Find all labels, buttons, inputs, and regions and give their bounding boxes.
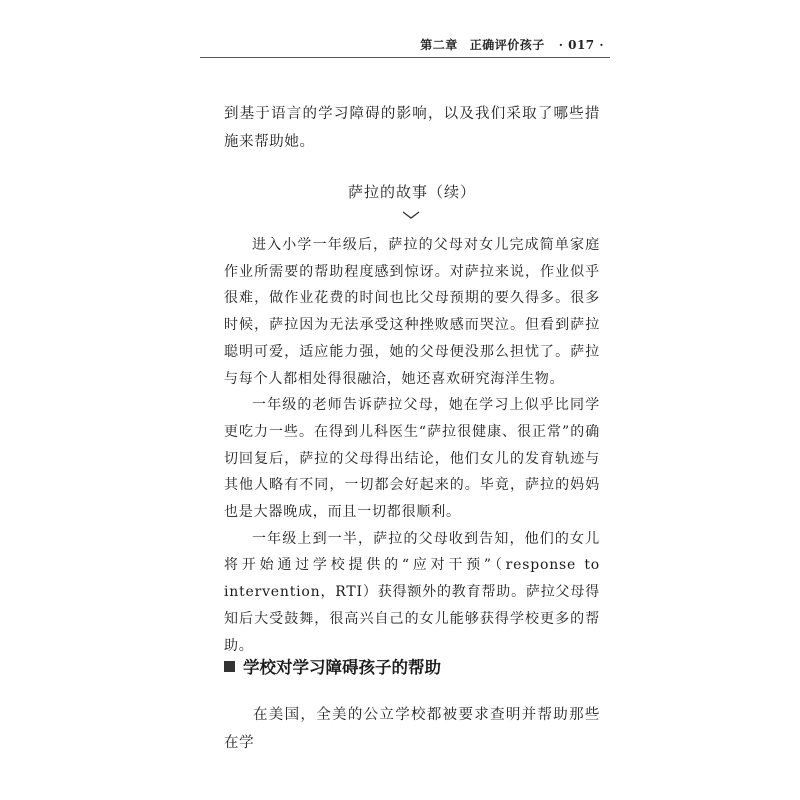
chapter-title: 正确评价孩子 (469, 38, 545, 52)
story-body (224, 232, 600, 659)
story-paragraph: 一年级上到一半，萨拉的父母收到告知，他们的女儿将开始通过学校提供的“应对干预”（response to intervention，RTI）获得额外的教育帮助。萨拉父母得知后大受鼓舞，很高兴自己的女儿能够获得学校更多的帮助。 (224, 530, 600, 654)
section-heading-text: 学校对学习障碍孩子的帮助 (243, 658, 441, 677)
story-title: 萨拉的故事（续） (347, 183, 476, 201)
header-rule (200, 57, 610, 58)
closing-paragraph-block (224, 702, 600, 757)
square-bullet-icon (224, 661, 235, 672)
story-paragraph: 进入小学一年级后，萨拉的父母对女儿完成简单家庭作业所需要的帮助程度感到惊讶。对萨拉来说，作业似乎很难，做作业花费的时间也比父母预期的要久得多。很多时候，萨拉因为无法承受这种挫败感而哭泣。但看到萨拉聪明可爱，适应能力强，她的父母便没那么担忧了。萨拉与每个人都相处得很融洽，她还喜欢研究海洋生物。 (224, 237, 600, 387)
intro-paragraph: 到基于语言的学习障碍的影响，以及我们采取了哪些措施来帮助她。 (224, 106, 600, 150)
section-heading (224, 654, 441, 678)
chevron-down-icon (402, 210, 420, 220)
page-number: · 017 · (558, 38, 604, 52)
story-paragraph: 一年级的老师告诉萨拉父母，她在学习上似乎比同学更吃力一些。在得到儿科医生“萨拉很健康、很正常”的确切回复后，萨拉的父母得出结论，他们女儿的发育轨迹与其他人略有不同，一切都会好起来的。毕竟，萨拉的妈妈也是大器晚成，而且一切都很顺利。 (224, 397, 600, 521)
chapter-number: 第二章 (420, 38, 458, 52)
intro-paragraph-block (224, 101, 600, 156)
running-header (420, 36, 604, 53)
closing-paragraph: 在美国，全美的公立学校都被要求查明并帮助那些在学 (224, 707, 600, 751)
